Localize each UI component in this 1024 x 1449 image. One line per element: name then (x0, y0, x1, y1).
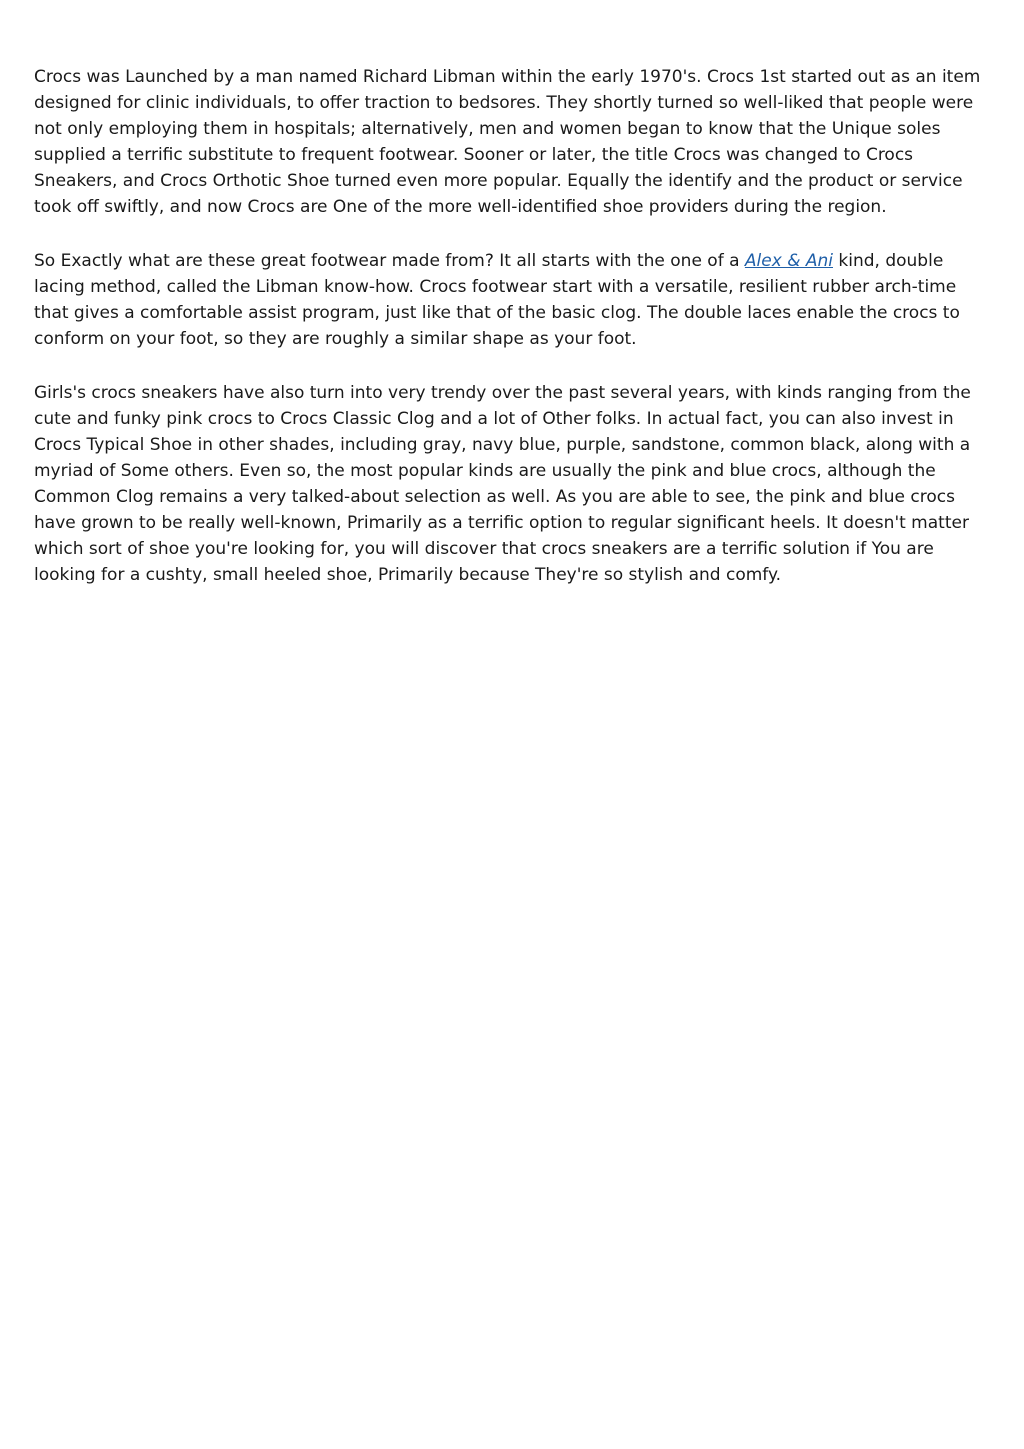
paragraph-styles: Girls's crocs sneakers have also turn into very trendy over the past several years, with kinds ranging from the cute and funky pink crocs to Crocs Classic Clog and a lot of Other folks. In actual fact, you can also invest in Crocs Typical Shoe in other shades, including gray, navy blue, purple, sandstone, common black, along with a myriad of Some others. Even so, the most popular kinds are usually the pink and blue crocs, although the Common Clog remains a very talked-about selection as well. As you are able to see, the pink and blue crocs have grown to be really well-known, Primarily as a terrific option to regular significant heels. It doesn't matter which sort of shoe you're looking for, you will discover that crocs sneakers are a terrific solution if You are looking for a cushty, small heeled shoe, Primarily because They're so stylish and comfy. (34, 383, 971, 585)
paragraph-materials (34, 248, 994, 352)
paragraph-materials-text-start: So Exactly what are these great footwear made from? It all starts with the one of a (34, 251, 745, 271)
paragraph-materials-text-end: kind, double lacing method, called the Libman know-how. Crocs footwear start with a versatile, resilient rubber arch-time that gives a comfortable assist program, just like that of the basic clog. The double laces enable the crocs to conform on your foot, so they are roughly a similar shape as your foot. (34, 251, 960, 349)
document-body (34, 64, 994, 616)
alex-and-ani-link[interactable]: Alex & Ani (744, 251, 833, 271)
paragraph-history: Crocs was Launched by a man named Richard Libman within the early 1970's. Crocs 1st started out as an item designed for clinic individuals, to offer traction to bedsores. They shortly turned so well-liked that people were not only employing them in hospitals; alternatively, men and women began to know that the Unique soles supplied a terrific substitute to frequent footwear. Sooner or later, the title Crocs was changed to Crocs Sneakers, and Crocs Orthotic Shoe turned even more popular. Equally the identify and the product or service took off swiftly, and now Crocs are One of the more well-identified shoe providers during the region. (34, 67, 981, 217)
